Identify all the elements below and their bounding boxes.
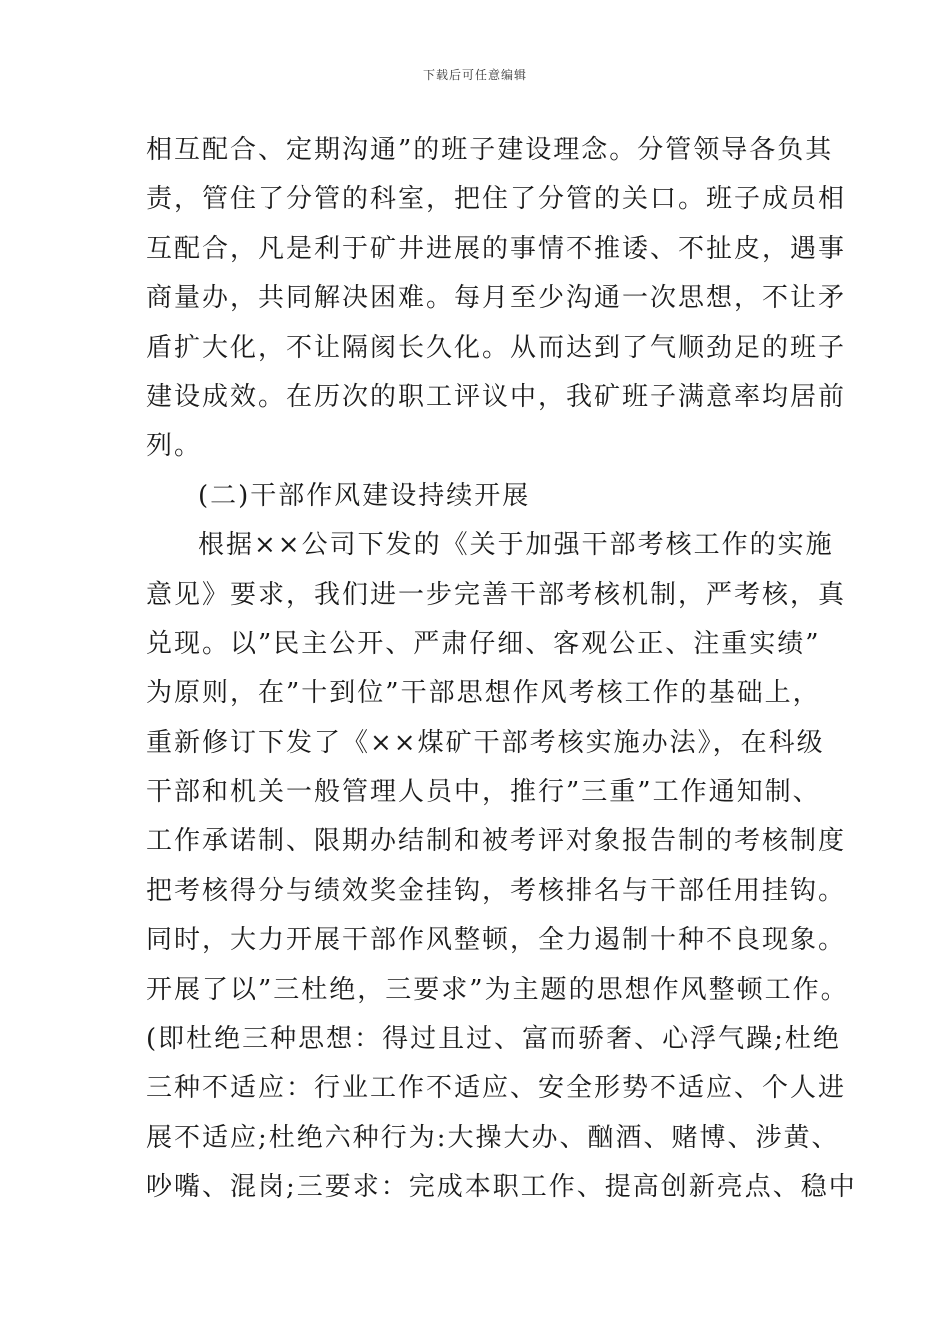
text-line: 列。 [146,431,203,462]
text-line: 同时，大力开展干部作风整顿，全力遏制十种不良现象。 [146,925,847,956]
text-line: 相互配合、定期沟通”的班子建设理念。分管领导各负其 [146,135,834,165]
text-line: 兑现。以”民主公开、严肃仔细、客观公正、注重实绩” [146,628,821,659]
text-line: 商量办，共同解决困难。每月至少沟通一次思想，不让矛 [146,283,847,314]
text-line: 责，管住了分管的科室，把住了分管的关口。班子成员相 [146,184,847,215]
text-line: 吵嘴、混岗;三要求：完成本职工作、提高创新亮点、稳中 [146,1172,857,1203]
text-line: (即杜绝三种思想：得过且过、富而骄奢、心浮气躁;杜绝 [146,1024,841,1055]
text-line: 干部和机关一般管理人员中，推行”三重”工作通知制、 [146,777,821,808]
text-line: 盾扩大化，不让隔阂长久化。从而达到了气顺劲足的班子 [146,332,847,363]
text-line: 展不适应;杜绝六种行为:大操大办、酗酒、赌博、涉黄、 [146,1122,840,1153]
text-line: 互配合，凡是利于矿井进展的事情不推诿、不扯皮，遇事 [146,233,847,264]
text-line: 开展了以”三杜绝，三要求”为主题的思想作风整顿工作。 [146,974,849,1005]
text-line: 重新修订下发了《××煤矿干部考核实施办法》，在科级 [146,727,825,758]
text-line: 为原则，在”十到位”干部思想作风考核工作的基础上， [146,678,821,709]
text-line: 把考核得分与绩效奖金挂钩，考核排名与干部任用挂钩。 [146,875,847,906]
text-line: 三种不适应：行业工作不适应、安全形势不适应、个人进 [146,1073,847,1104]
text-line: 建设成效。在历次的职工评议中，我矿班子满意率均居前 [146,381,847,412]
text-line: 意见》要求，我们进一步完善干部考核机制，严考核，真 [146,579,847,610]
text-line: 工作承诺制、限期办结制和被考评对象报告制的考核制度 [146,826,847,857]
document-body [146,126,857,1213]
section-heading: (二)干部作风建设持续开展 [198,480,531,511]
text-line: 根据××公司下发的《关于加强干部考核工作的实施 [198,530,834,561]
page-header: 下载后可任意编辑 [422,68,527,82]
